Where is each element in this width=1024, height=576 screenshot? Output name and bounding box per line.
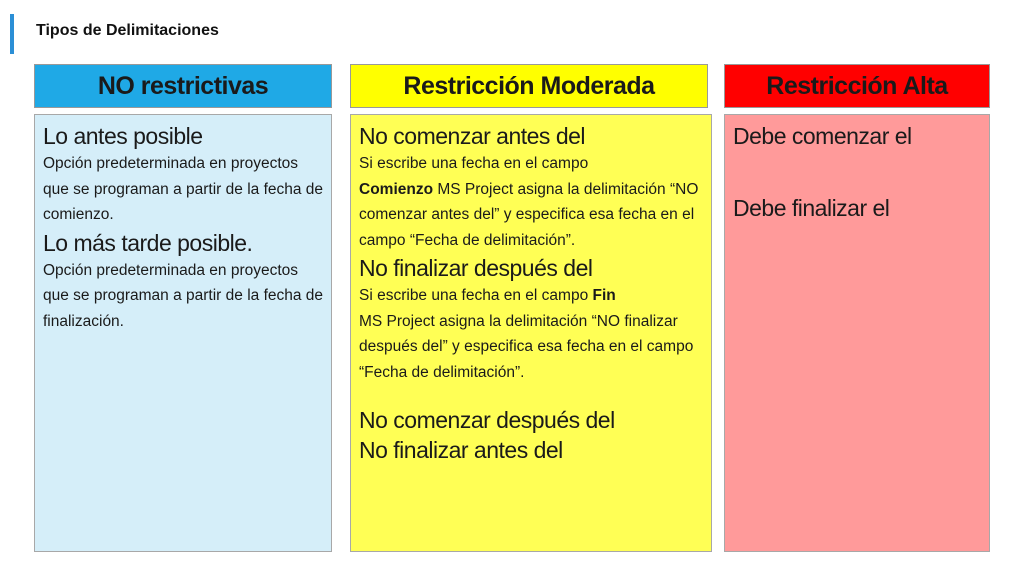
field-name-fin: Fin	[592, 287, 616, 304]
header-restriccion-moderada: Restricción Moderada	[350, 64, 708, 108]
spacer	[359, 385, 705, 405]
item-title-no-finalizar-despues: No finalizar después del	[359, 255, 593, 281]
box-restriccion-alta	[724, 114, 990, 552]
slide-title: Tipos de Delimitaciones	[36, 22, 219, 39]
box-restriccion-moderada	[350, 114, 712, 552]
item-title-no-comenzar-despues: No comenzar después del	[359, 407, 615, 433]
item-desc-no-comenzar-antes	[359, 151, 705, 253]
item-title-debe-comenzar: Debe comenzar el	[733, 123, 912, 149]
item-title-debe-finalizar: Debe finalizar el	[733, 195, 890, 221]
item-desc-lo-mas-tarde-posible: Opción predeterminada en proyectos que se programan a partir de la fecha de finalización.	[43, 261, 324, 330]
field-name-comienzo: Comienzo	[359, 180, 434, 198]
title-accent-bar	[10, 14, 14, 54]
header-restriccion-alta: Restricción Alta	[724, 64, 990, 108]
item-desc-lo-antes-posible: Opción predeterminada en proyectos que se programan a partir de la fecha de comienzo.	[43, 155, 324, 223]
desc-text: MS Project asigna la delimitación “NO comenzar antes del” y especifica esa fecha en el campo “Fecha de delimitación”.	[359, 180, 699, 249]
item-title-no-finalizar-antes: No finalizar antes del	[359, 437, 563, 463]
item-title-no-comenzar-antes: No comenzar antes del	[359, 123, 586, 149]
item-title-lo-mas-tarde-posible: Lo más tarde posible.	[43, 229, 253, 256]
desc-text: Si escribe una fecha en el campo	[359, 155, 589, 172]
desc-text: Si escribe una fecha en el campo	[359, 287, 593, 304]
item-title-lo-antes-posible: Lo antes posible	[43, 123, 203, 149]
item-desc-no-finalizar-despues	[359, 283, 705, 385]
header-no-restrictivas: NO restrictivas	[34, 64, 332, 108]
box-no-restrictivas	[34, 114, 332, 552]
desc-text: MS Project asigna la delimitación “NO finalizar después del” y especifica esa fecha en el campo “Fecha de delimitación”.	[359, 312, 694, 381]
